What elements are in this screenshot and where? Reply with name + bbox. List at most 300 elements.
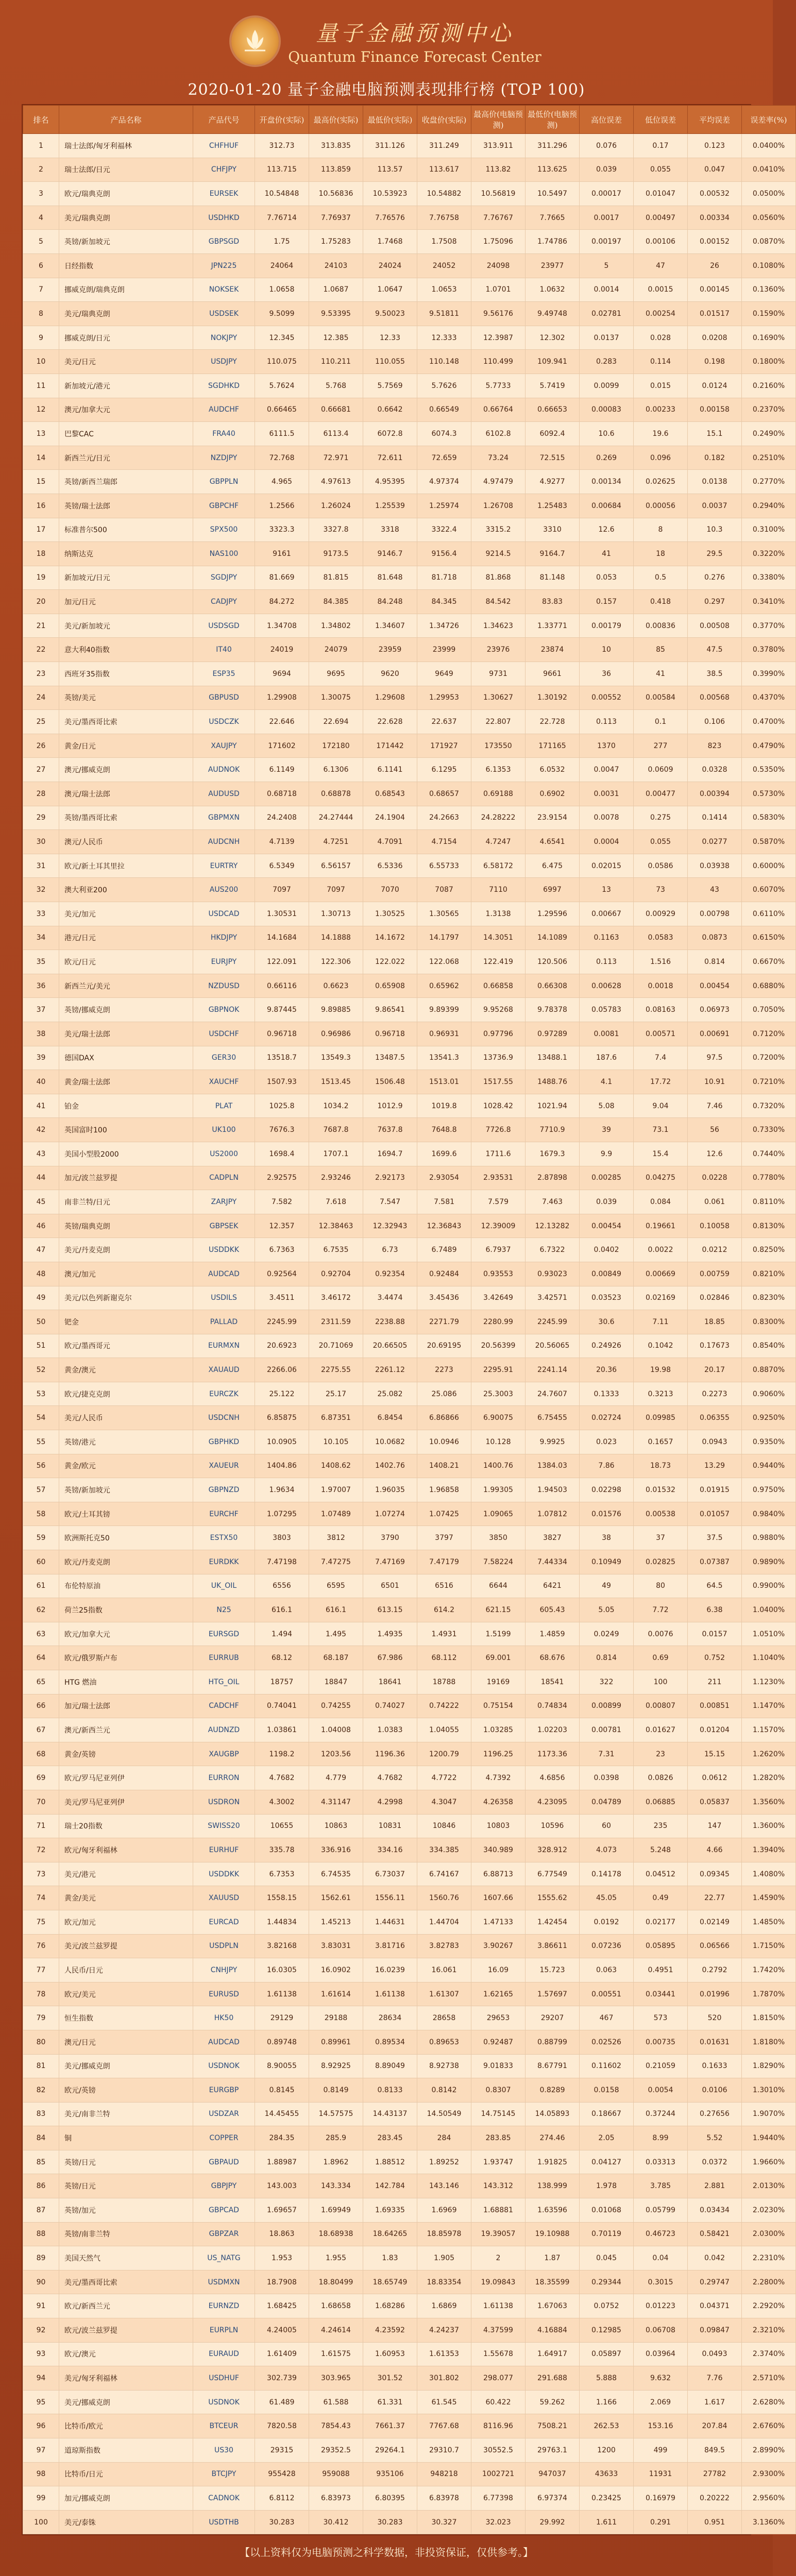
value-cell: 24.27444 [309, 806, 363, 830]
value-cell: 17.72 [634, 1070, 688, 1094]
value-cell: 0.814 [580, 1646, 634, 1670]
rank-cell: 50 [23, 1310, 59, 1334]
value-cell: 0.01057 [688, 1502, 742, 1526]
value-cell: 143.146 [417, 2174, 471, 2198]
value-cell: 2.881 [688, 2174, 742, 2198]
value-cell: 7.76714 [255, 206, 309, 230]
value-cell: 1.1040% [742, 1646, 796, 1670]
value-cell: 24079 [309, 638, 363, 662]
value-cell: 2.9560% [742, 2486, 796, 2511]
rank-cell: 56 [23, 1454, 59, 1478]
value-cell: 301.802 [417, 2366, 471, 2391]
value-cell: 110.075 [255, 350, 309, 374]
product-name-cell: HTG 燃油 [59, 1670, 193, 1694]
value-cell: 29315 [255, 2438, 309, 2463]
value-cell: 1.02203 [526, 1718, 580, 1742]
rank-cell: 96 [23, 2414, 59, 2438]
rank-cell: 37 [23, 998, 59, 1022]
value-cell: 0.68718 [255, 782, 309, 806]
value-cell: 3315.2 [471, 518, 526, 542]
value-cell: 30552.5 [471, 2438, 526, 2463]
value-cell: 6.0532 [526, 758, 580, 782]
table-row [23, 1382, 796, 1406]
column-header: 低位误差 [634, 106, 688, 134]
value-cell: 0.02781 [580, 302, 634, 326]
rank-cell: 62 [23, 1598, 59, 1622]
value-cell: 0.05799 [634, 2198, 688, 2223]
table-row [23, 1454, 796, 1478]
product-code-cell: GER30 [193, 1046, 255, 1070]
value-cell: 1.75283 [309, 230, 363, 254]
value-cell: 0.1360% [742, 278, 796, 302]
value-cell: 0.03434 [688, 2198, 742, 2223]
value-cell: 0.21059 [634, 2054, 688, 2078]
value-cell: 3.46172 [309, 1286, 363, 1310]
product-name-cell: 澳元/日元 [59, 2030, 193, 2054]
value-cell: 81.648 [363, 566, 417, 590]
value-cell: 18.85 [688, 1310, 742, 1334]
table-row [23, 398, 796, 422]
value-cell: 143.334 [309, 2174, 363, 2198]
column-header: 产品名称 [59, 106, 193, 134]
rank-cell: 57 [23, 1478, 59, 1502]
value-cell: 0.06973 [688, 998, 742, 1022]
value-cell: 12.6 [580, 518, 634, 542]
rank-cell: 90 [23, 2270, 59, 2294]
product-code-cell: GBPNZD [193, 1478, 255, 1502]
value-cell: 1384.03 [526, 1454, 580, 1478]
value-cell: 1562.61 [309, 1886, 363, 1910]
value-cell: 7.76758 [417, 206, 471, 230]
product-name-cell: 欧元/澳元 [59, 2342, 193, 2366]
value-cell: 621.15 [471, 1598, 526, 1622]
value-cell: 0.10949 [580, 1550, 634, 1574]
value-cell: 0.0192 [580, 1910, 634, 1934]
value-cell: 45.05 [580, 1886, 634, 1910]
product-code-cell: GBPNOK [193, 998, 255, 1022]
value-cell: 64.5 [688, 1574, 742, 1598]
value-cell: 23976 [471, 638, 526, 662]
value-cell: 0.20222 [688, 2486, 742, 2511]
value-cell: 19.09843 [471, 2270, 526, 2294]
value-cell: 0.0277 [688, 830, 742, 854]
value-cell: 14.45455 [255, 2102, 309, 2126]
value-cell: 10.91 [688, 1070, 742, 1094]
value-cell: 26 [688, 253, 742, 278]
rank-cell: 17 [23, 518, 59, 542]
value-cell: 0.75154 [471, 1694, 526, 1718]
value-cell: 1404.86 [255, 1454, 309, 1478]
value-cell: 3.42649 [471, 1286, 526, 1310]
rank-cell: 24 [23, 686, 59, 710]
value-cell: 122.419 [471, 950, 526, 974]
value-cell: 4.6856 [526, 1766, 580, 1790]
value-cell: 7.463 [526, 1190, 580, 1214]
value-cell: 1.44834 [255, 1910, 309, 1934]
table-row [23, 638, 796, 662]
product-name-cell: 欧元/墨西哥元 [59, 1334, 193, 1358]
product-name-cell: 美元/港元 [59, 1862, 193, 1886]
value-cell: 0.11602 [580, 2054, 634, 2078]
value-cell: 10.56819 [471, 182, 526, 206]
value-cell: 499 [634, 2438, 688, 2463]
value-cell: 9.53395 [309, 302, 363, 326]
value-cell: 25.3003 [471, 1382, 526, 1406]
value-cell: 0.814 [688, 950, 742, 974]
rank-cell: 82 [23, 2078, 59, 2103]
product-name-cell: 铜 [59, 2126, 193, 2150]
product-code-cell: USDCAD [193, 902, 255, 926]
value-cell: 1.93747 [471, 2150, 526, 2174]
value-cell: 285.9 [309, 2126, 363, 2150]
product-name-cell: 澳元/挪威克朗 [59, 758, 193, 782]
value-cell: 22.637 [417, 710, 471, 734]
value-cell: 9173.5 [309, 542, 363, 566]
value-cell: 0.0078 [580, 806, 634, 830]
table-row [23, 1286, 796, 1310]
value-cell: 9164.7 [526, 542, 580, 566]
value-cell: 84.385 [309, 590, 363, 614]
value-cell: 1.2820% [742, 1766, 796, 1790]
value-cell: 122.022 [363, 950, 417, 974]
value-cell: 84.272 [255, 590, 309, 614]
value-cell: 1.26024 [309, 494, 363, 518]
value-cell: 1.69335 [363, 2198, 417, 2223]
rank-cell: 30 [23, 830, 59, 854]
rank-cell: 31 [23, 854, 59, 878]
value-cell: 1.07425 [417, 1502, 471, 1526]
rank-cell: 85 [23, 2150, 59, 2174]
value-cell: 0.045 [580, 2246, 634, 2270]
value-cell: 0.0047 [580, 758, 634, 782]
value-cell: 0.93553 [471, 1262, 526, 1286]
value-cell: 4.26358 [471, 1790, 526, 1814]
value-cell: 29264.1 [363, 2438, 417, 2463]
product-code-cell: SGDJPY [193, 566, 255, 590]
value-cell: 303.965 [309, 2366, 363, 2391]
value-cell: 113.82 [471, 158, 526, 182]
value-cell: 3.86611 [526, 1934, 580, 1958]
product-code-cell: PALLAD [193, 1310, 255, 1334]
value-cell: 61.331 [363, 2390, 417, 2414]
product-code-cell: EURSEK [193, 182, 255, 206]
product-name-cell: 黄金/瑞士法郎 [59, 1070, 193, 1094]
value-cell: 0.00454 [580, 1214, 634, 1238]
value-cell: 1203.56 [309, 1742, 363, 1766]
value-cell: 15.1 [688, 422, 742, 446]
value-cell: 29.992 [526, 2510, 580, 2534]
value-cell: 9731 [471, 662, 526, 686]
rank-cell: 81 [23, 2054, 59, 2078]
header [22, 11, 751, 104]
value-cell: 0.00145 [688, 278, 742, 302]
table-row [23, 1214, 796, 1238]
rank-cell: 14 [23, 446, 59, 470]
product-code-cell: USDCHF [193, 1022, 255, 1046]
value-cell: 0.74255 [309, 1694, 363, 1718]
table-row [23, 1406, 796, 1430]
value-cell: 143.312 [471, 2174, 526, 2198]
value-cell: 0.0586 [634, 854, 688, 878]
value-cell: 171602 [255, 734, 309, 758]
lotus-logo-icon [231, 18, 279, 65]
value-cell: 43633 [580, 2462, 634, 2486]
value-cell: 1.91825 [526, 2150, 580, 2174]
value-cell: 0.02625 [634, 470, 688, 494]
value-cell: 4.2998 [363, 1790, 417, 1814]
value-cell: 30.327 [417, 2510, 471, 2534]
value-cell: 7.44334 [526, 1550, 580, 1574]
value-cell: 0.3213 [634, 1382, 688, 1406]
value-cell: 0.276 [688, 566, 742, 590]
value-cell: 1.61138 [255, 1982, 309, 2006]
value-cell: 19.6 [634, 422, 688, 446]
table-row [23, 206, 796, 230]
value-cell: 0.157 [580, 590, 634, 614]
product-code-cell: XAUAUD [193, 1358, 255, 1382]
value-cell: 0.3380% [742, 566, 796, 590]
value-cell: 2.2310% [742, 2246, 796, 2270]
product-name-cell: 欧元/俄罗斯卢布 [59, 1646, 193, 1670]
value-cell: 0.02015 [580, 854, 634, 878]
value-cell: 0.00781 [580, 1718, 634, 1742]
rank-cell: 41 [23, 1094, 59, 1118]
value-cell: 1.9440% [742, 2126, 796, 2150]
value-cell: 18.7908 [255, 2270, 309, 2294]
value-cell: 1.494 [255, 1622, 309, 1646]
value-cell: 7.72 [634, 1598, 688, 1622]
value-cell: 4.073 [580, 1838, 634, 1862]
value-cell: 616.1 [255, 1598, 309, 1622]
value-cell: 1.07295 [255, 1502, 309, 1526]
value-cell: 9.49748 [526, 302, 580, 326]
value-cell: 1.04008 [309, 1718, 363, 1742]
rank-cell: 19 [23, 566, 59, 590]
value-cell: 1.88987 [255, 2150, 309, 2174]
value-cell: 274.46 [526, 2126, 580, 2150]
value-cell: 67.986 [363, 1646, 417, 1670]
table-row [23, 1430, 796, 1454]
value-cell: 0.00532 [688, 182, 742, 206]
value-cell: 20.71069 [309, 1334, 363, 1358]
value-cell: 4.965 [255, 470, 309, 494]
value-cell: 0.3220% [742, 542, 796, 566]
value-cell: 9620 [363, 662, 417, 686]
value-cell: 0.7120% [742, 1022, 796, 1046]
table-row [23, 1838, 796, 1862]
value-cell: 6102.8 [471, 422, 526, 446]
value-cell: 0.5350% [742, 758, 796, 782]
value-cell: 47.5 [688, 638, 742, 662]
rank-cell: 13 [23, 422, 59, 446]
value-cell: 61.588 [309, 2390, 363, 2414]
product-name-cell: 澳元/人民币 [59, 830, 193, 854]
value-cell: 1.33771 [526, 614, 580, 638]
value-cell: 322 [580, 1670, 634, 1694]
value-cell: 0.00158 [688, 398, 742, 422]
value-cell: 1.29953 [417, 686, 471, 710]
value-cell: 0.23425 [580, 2486, 634, 2511]
value-cell: 2.0130% [742, 2174, 796, 2198]
product-name-cell: 英镑/新西兰瑞郎 [59, 470, 193, 494]
value-cell: 1607.66 [471, 1886, 526, 1910]
rank-cell: 72 [23, 1838, 59, 1862]
product-name-cell: 美元/瑞典克朗 [59, 302, 193, 326]
value-cell: 0.8300% [742, 1310, 796, 1334]
value-cell: 23959 [363, 638, 417, 662]
value-cell: 0.053 [580, 566, 634, 590]
value-cell: 25.086 [417, 1382, 471, 1406]
value-cell: 0.182 [688, 446, 742, 470]
value-cell: 16.061 [417, 1958, 471, 1982]
value-cell: 0.7440% [742, 1142, 796, 1166]
value-cell: 3.81716 [363, 1934, 417, 1958]
value-cell: 97.5 [688, 1046, 742, 1070]
table-row [23, 2078, 796, 2103]
value-cell: 0.063 [580, 1958, 634, 1982]
value-cell: 18 [634, 542, 688, 566]
value-cell: 0.00667 [580, 902, 634, 926]
value-cell: 36 [580, 662, 634, 686]
value-cell: 5.888 [580, 2366, 634, 2391]
value-cell: 7.76576 [363, 206, 417, 230]
product-name-cell: 美元/南非兰特 [59, 2102, 193, 2126]
product-name-cell: 瑞士法郎/日元 [59, 158, 193, 182]
value-cell: 0.0022 [634, 1238, 688, 1262]
value-cell: 1.4935 [363, 1622, 417, 1646]
product-code-cell: GBPAUD [193, 2150, 255, 2174]
value-cell: 9.89885 [309, 998, 363, 1022]
product-code-cell: CHFHUF [193, 134, 255, 158]
value-cell: 6.7489 [417, 1238, 471, 1262]
table-row [23, 2054, 796, 2078]
value-cell: 81.718 [417, 566, 471, 590]
value-cell: 10655 [255, 1814, 309, 1838]
rank-cell: 46 [23, 1214, 59, 1238]
rank-cell: 84 [23, 2126, 59, 2150]
value-cell: 0.0826 [634, 1766, 688, 1790]
value-cell: 0.8145 [255, 2078, 309, 2103]
value-cell: 1028.42 [471, 1094, 526, 1118]
value-cell: 1.61575 [309, 2342, 363, 2366]
value-cell: 0.1657 [634, 1430, 688, 1454]
rank-cell: 58 [23, 1502, 59, 1526]
value-cell: 1.87 [526, 2246, 580, 2270]
value-cell: 0.89653 [417, 2030, 471, 2054]
product-code-cell: ESTX50 [193, 1526, 255, 1550]
product-name-cell: 澳大利亚200 [59, 878, 193, 902]
table-row [23, 902, 796, 926]
product-code-cell: CADCHF [193, 1694, 255, 1718]
value-cell: 948218 [417, 2462, 471, 2486]
value-cell: 23977 [526, 253, 580, 278]
value-cell: 0.5870% [742, 830, 796, 854]
value-cell: 0.05897 [580, 2342, 634, 2366]
rank-cell: 87 [23, 2198, 59, 2223]
table-row [23, 1070, 796, 1094]
value-cell: 4.779 [309, 1766, 363, 1790]
value-cell: 0.0870% [742, 230, 796, 254]
value-cell: 0.03938 [688, 854, 742, 878]
value-cell: 9.01833 [471, 2054, 526, 2078]
value-cell: 0.00538 [634, 1502, 688, 1526]
rank-cell: 59 [23, 1526, 59, 1550]
value-cell: 0.93023 [526, 1262, 580, 1286]
value-cell: 1.9660% [742, 2150, 796, 2174]
value-cell: 18.73 [634, 1454, 688, 1478]
value-cell: 0.1800% [742, 350, 796, 374]
product-code-cell: PLAT [193, 1094, 255, 1118]
rank-cell: 71 [23, 1814, 59, 1838]
value-cell: 12.38463 [309, 1214, 363, 1238]
value-cell: 61.489 [255, 2390, 309, 2414]
value-cell: 4.7247 [471, 830, 526, 854]
value-cell: 4.9277 [526, 470, 580, 494]
value-cell: 20.17 [688, 1358, 742, 1382]
brand-row [22, 11, 751, 65]
value-cell: 16.0902 [309, 1958, 363, 1982]
product-code-cell: AUDCHF [193, 398, 255, 422]
value-cell: 1.45213 [309, 1910, 363, 1934]
value-cell: 6.7937 [471, 1238, 526, 1262]
value-cell: 1.25974 [417, 494, 471, 518]
value-cell: 0.01996 [688, 1982, 742, 2006]
value-cell: 1.2566 [255, 494, 309, 518]
value-cell: 10831 [363, 1814, 417, 1838]
rank-cell: 88 [23, 2222, 59, 2246]
value-cell: 1.07489 [309, 1502, 363, 1526]
table-row [23, 374, 796, 398]
value-cell: 73.1 [634, 1118, 688, 1142]
value-cell: 1.29596 [526, 902, 580, 926]
value-cell: 13 [580, 878, 634, 902]
value-cell: 1.30192 [526, 686, 580, 710]
value-cell: 0.0158 [580, 2078, 634, 2103]
value-cell: 30.283 [363, 2510, 417, 2534]
value-cell: 6421 [526, 1574, 580, 1598]
value-cell: 0.66764 [471, 398, 526, 422]
value-cell: 1.7508 [417, 230, 471, 254]
table-row [23, 1910, 796, 1934]
value-cell: 1173.36 [526, 1742, 580, 1766]
value-cell: 0.04127 [580, 2150, 634, 2174]
product-name-cell: 澳元/加元 [59, 1262, 193, 1286]
product-name-cell: 澳元/新西兰元 [59, 1718, 193, 1742]
value-cell: 25.122 [255, 1382, 309, 1406]
value-cell: 6.1353 [471, 758, 526, 782]
value-cell: 14.1797 [417, 926, 471, 950]
value-cell: 4.7392 [471, 1766, 526, 1790]
value-cell: 0.17 [634, 134, 688, 158]
value-cell: 4.3002 [255, 1790, 309, 1814]
value-cell: 2.3210% [742, 2318, 796, 2343]
product-code-cell: AUDCAD [193, 2030, 255, 2054]
value-cell: 9.632 [634, 2366, 688, 2391]
product-code-cell: USDCNH [193, 1406, 255, 1430]
value-cell: 172180 [309, 734, 363, 758]
value-cell: 4.97613 [309, 470, 363, 494]
value-cell: 2245.99 [526, 1310, 580, 1334]
rank-cell: 91 [23, 2294, 59, 2318]
value-cell: 0.00849 [580, 1262, 634, 1286]
table-row [23, 1934, 796, 1958]
product-code-cell: HTG_OIL [193, 1670, 255, 1694]
value-cell: 0.0873 [688, 926, 742, 950]
value-cell: 28658 [417, 2006, 471, 2030]
value-cell: 616.1 [309, 1598, 363, 1622]
value-cell: 1.55678 [471, 2342, 526, 2366]
value-cell: 1.5199 [471, 1622, 526, 1646]
